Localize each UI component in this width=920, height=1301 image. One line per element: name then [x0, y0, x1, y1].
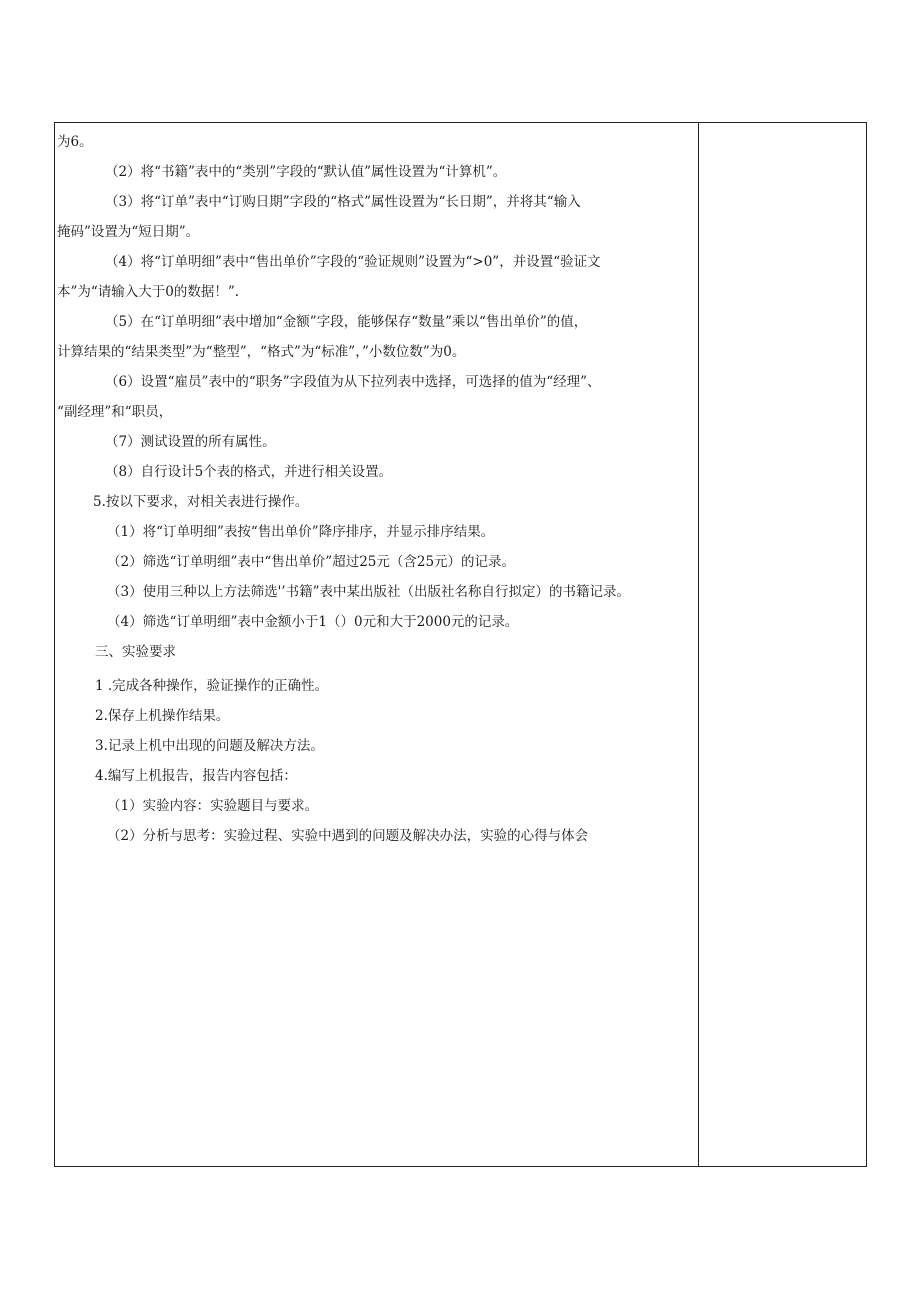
text-line: 本”为“请输入大于0的数据！”.: [57, 284, 240, 300]
text-line: （1）将“订单明细”表按“售出单价”降序排序，并显示排序结果。: [107, 524, 495, 540]
text-line: 计算结果的“结果类型”为“整型”，“格式”为“标准”，”小数位数”为0。: [57, 344, 466, 360]
text-line: （8）自行设计5个表的格式，并进行相关设置。: [105, 464, 393, 480]
text-line: （1）实验内容：实验题目与要求。: [107, 798, 319, 814]
column-divider: [698, 123, 699, 1166]
text-line: （2）筛选“订单明细”表中“售出单价”超过25元（含25元）的记录。: [107, 554, 516, 570]
text-line: （3）将“订单”表中“订购日期”字段的“格式”属性设置为“长日期”，并将其“输入: [105, 194, 581, 210]
text-line: （4）将“订单明细”表中“售出单价”字段的“验证规则”设置为“>0”，并设置“验证文: [105, 254, 601, 270]
text-line: 掩码”设置为“短日期”。: [57, 224, 200, 240]
text-line: （6）设置“雇员”表中的“职务”字段值为从下拉列表中选择，可选择的值为“经理”、: [105, 374, 601, 390]
text-line: （2）分析与思考：实验过程、实验中遇到的问题及解决办法，实验的心得与体会: [107, 828, 589, 844]
text-line: “副经理”和“职员，: [57, 404, 173, 420]
document-table: [54, 122, 867, 1167]
text-line: （2）将“书籍”表中的“类别”字段的“默认值”属性设置为“计算机”。: [105, 164, 507, 180]
text-line: 为6。: [57, 134, 93, 150]
section-heading: 三、实验要求: [95, 644, 176, 660]
text-line: 4.编写上机报告，报告内容包括：: [95, 768, 297, 784]
text-line: （3）使用三种以上方法筛选'’书籍”表中某出版社（出版社名称自行拟定）的书籍记录。: [107, 584, 630, 600]
text-line: 1 .完成各种操作，验证操作的正确性。: [95, 678, 329, 694]
text-line: （5）在“订单明细”表中增加“金额”字段，能够保存“数量”乘以“售出单价”的值，: [105, 314, 588, 330]
text-line: 5.按以下要求，对相关表进行操作。: [93, 494, 309, 510]
text-line: （4）筛选“订单明细”表中金额小于1（）0元和大于2000元的记录。: [107, 614, 519, 630]
text-line: 2.保存上机操作结果。: [95, 708, 230, 724]
text-line: （7）测试设置的所有属性。: [105, 434, 276, 450]
text-line: 3.记录上机中出现的问题及解决方法。: [95, 738, 324, 754]
